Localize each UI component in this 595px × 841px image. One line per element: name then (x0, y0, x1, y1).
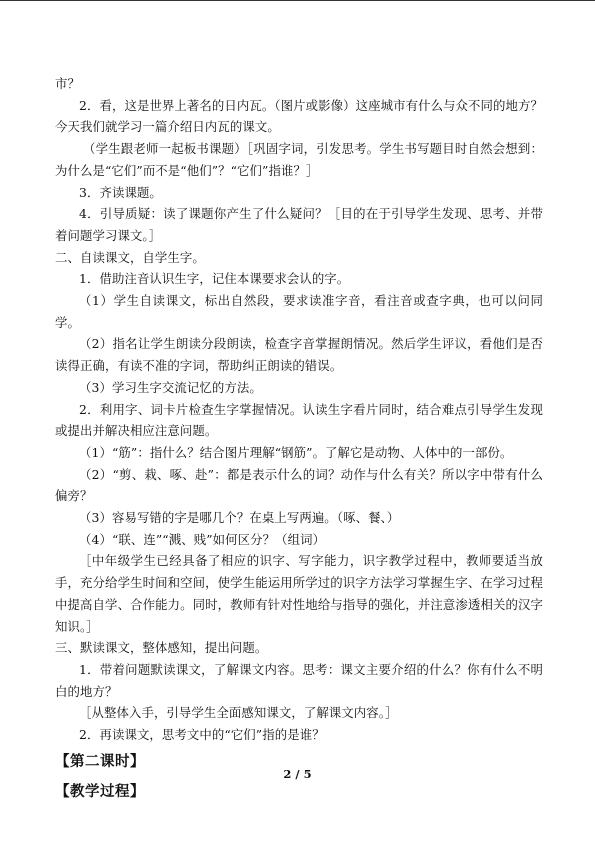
paragraph: ［中年级学生已经具备了相应的识字、写字能力，识字教学过程中，教师要适当放手，充分给学生时间和空间，使学生能运用所学过的识字方法学习掌握生字、在学习过程中提高自学、合作能力。同时，教师有针对性地给与指导的强化，并注意渗透相关的汉字知识。］ (55, 553, 543, 634)
paragraph: ［从整体入手，引导学生全面感知课文，了解课文内容。］ (79, 705, 398, 721)
paragraph: （3）学习生字交流记忆的方法。 (79, 379, 262, 395)
paragraph: 市？ (55, 76, 80, 91)
paragraph: （3）容易写错的字是哪几个？在桌上写两遍。（啄、餐、） (79, 510, 400, 526)
paragraph: 4．引导质疑：读了课题你产生了什么疑问？［目的在于引导学生发现、思考、并带着问题学习课文。］ (55, 206, 543, 243)
process-heading: 【教学过程】 (55, 782, 145, 800)
paragraph: 1．借助注音认识生字，记住本课要求会认的字。 (79, 271, 350, 287)
paragraph: 1．带着问题默读课文，了解课文内容。思考：课文主要介绍的什么？你有什么不明白的地方？ (55, 661, 543, 699)
page-number: 2 / 5 (283, 767, 312, 781)
paragraph: （2）“剪、栽、啄、赴”：都是表示什么的词？动作与什么有关？所以字中带有什么偏旁？ (55, 466, 543, 504)
paragraph: 3．齐读课题。 (79, 184, 162, 200)
paragraph: 2．利用字、词卡片检查生字掌握情况。认读生字看片同时，结合难点引导学生发现或提出并解决相应注意问题。 (55, 401, 543, 439)
paragraph: 2．再读课文，思考文中的“它们”指的是谁？ (79, 727, 325, 743)
paragraph: （学生跟老师一起板书课题）［巩固字词，引发思考。学生书写题目时自然会想到：为什么是“它们”而不是“他们”？“它们”指谁？］ (55, 141, 543, 178)
paragraph: （1）学生自读课文，标出自然段，要求读准字音，看注音或查字典，也可以问同学。 (55, 293, 543, 330)
paragraph: （2）指名让学生朗读分段朗读，检查字音掌握朗情况。然后学生评议，看他们是否读得正确，有读不准的字词，帮助纠正朗读的错误。 (55, 336, 543, 374)
paragraph: （1）“筋”：指什么？结合图片理解“钢筋”。了解它是动物、人体中的一部份。 (79, 444, 513, 460)
section-heading: 二、自读课文，自学生字。 (55, 249, 205, 265)
lesson-heading: 【第二课时】 (55, 752, 145, 770)
paragraph: 2．看，这是世界上著名的日内瓦。（图片或影像）这座城市有什么与众不同的地方？今天我们就学习一篇介绍日内瓦的课文。 (55, 97, 543, 135)
document-body (55, 73, 543, 802)
paragraph: （4）“联、连”“溅、贱”如何区分？（组词） (79, 531, 326, 547)
section-heading: 三、默读课文，整体感知，提出问题。 (55, 640, 268, 656)
header-rule (0, 0, 595, 1)
